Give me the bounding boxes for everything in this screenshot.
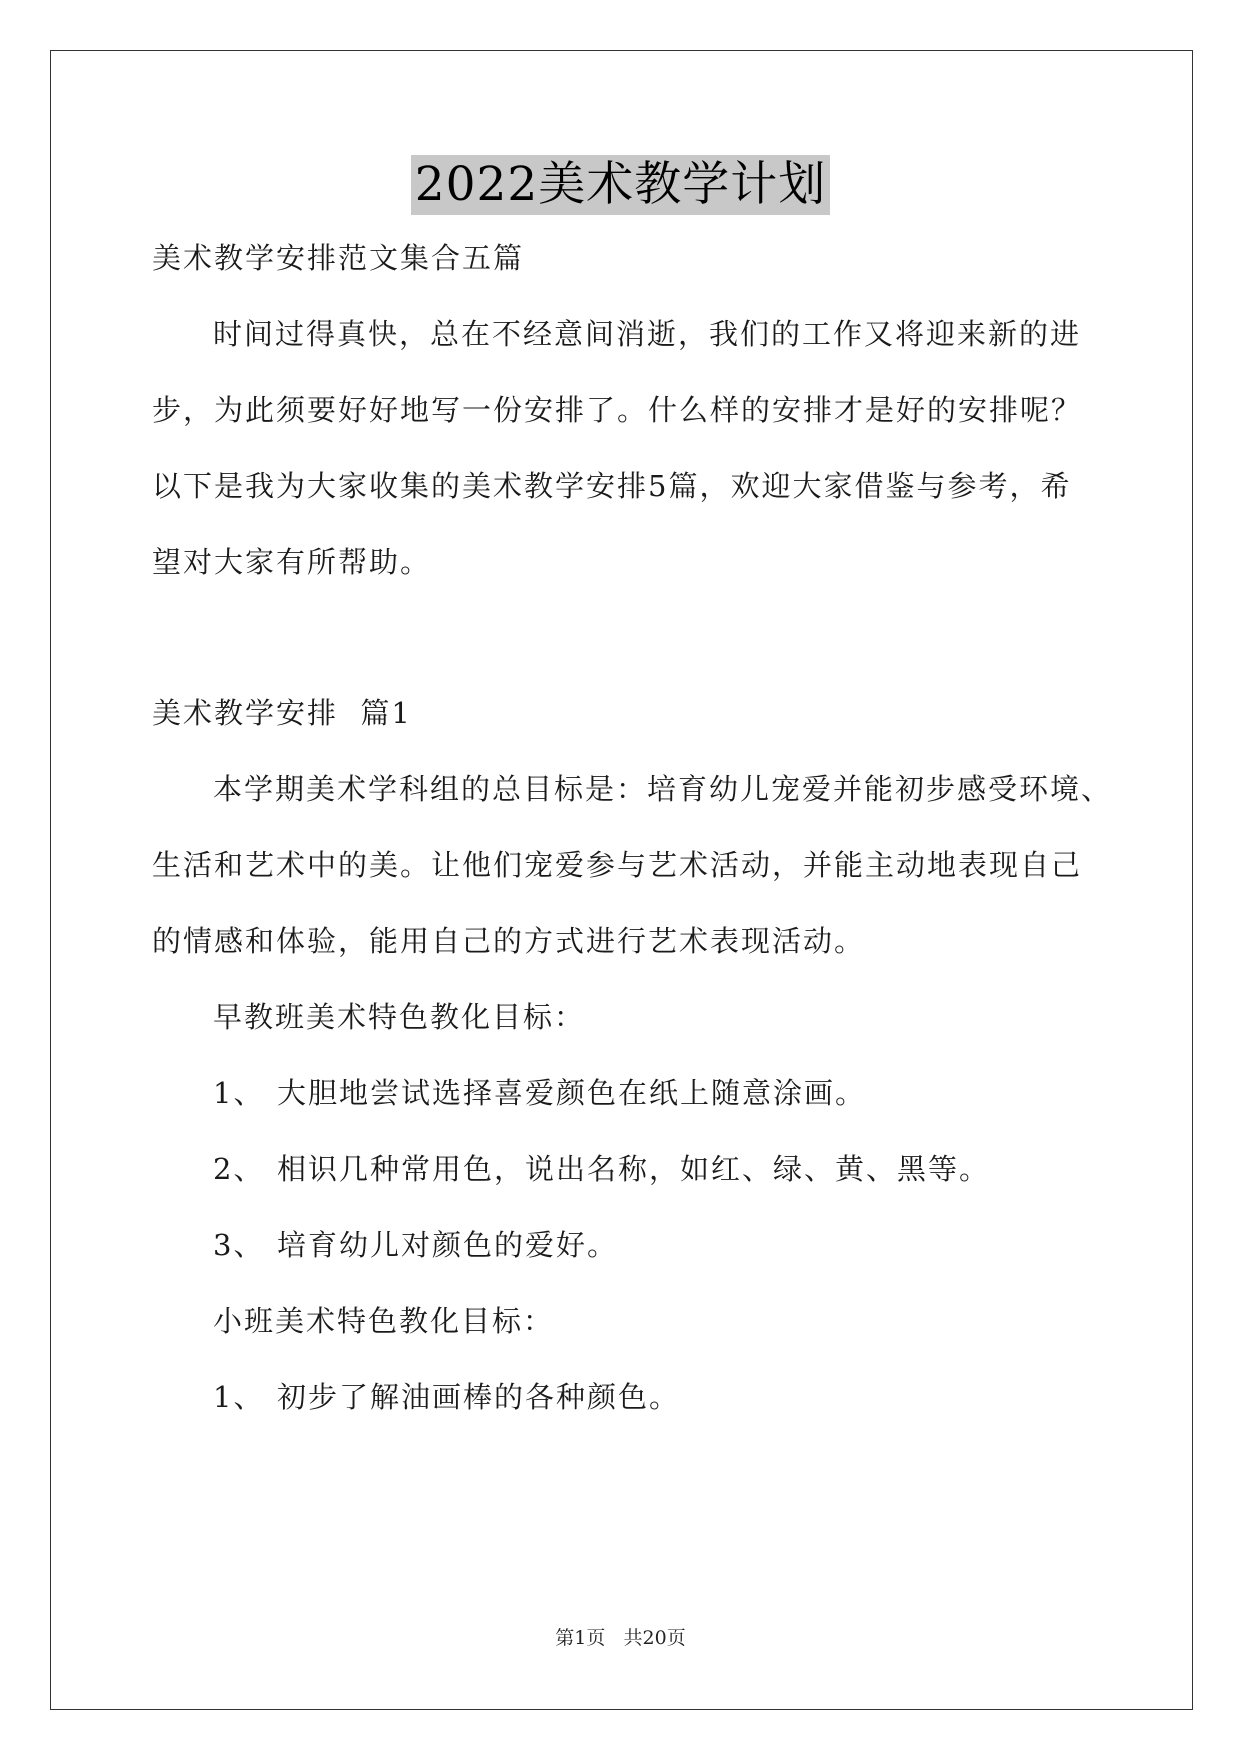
section-heading: 美术教学安排 篇1 xyxy=(152,696,412,730)
list-item-number: 1、 xyxy=(213,1380,265,1414)
section-line-3: 的情感和体验，能用自己的方式进行艺术表现活动。 xyxy=(152,924,866,958)
list-item-text: 培育幼儿对颜色的爱好。 xyxy=(277,1228,619,1262)
list-item xyxy=(213,1225,618,1265)
list-item-number: 2、 xyxy=(213,1152,265,1186)
early-class-heading: 早教班美术特色教化目标： xyxy=(213,1000,586,1034)
list-item-text: 初步了解油画棒的各种颜色。 xyxy=(277,1380,681,1414)
document-title: 2022美术教学计划 xyxy=(411,155,831,215)
intro-line-2: 步，为此须要好好地写一份安排了。什么样的安排才是好的安排呢？ xyxy=(152,393,1083,427)
page-number: 第1页 xyxy=(555,1627,606,1649)
small-class-heading: 小班美术特色教化目标： xyxy=(213,1304,555,1338)
list-item-number: 1、 xyxy=(213,1076,265,1110)
title-container xyxy=(0,155,1241,215)
section-line-2: 生活和艺术中的美。让他们宠爱参与艺术活动，并能主动地表现自己 xyxy=(152,848,1083,882)
document-subtitle: 美术教学安排范文集合五篇 xyxy=(152,241,525,275)
list-item xyxy=(213,1149,990,1189)
list-item-text: 大胆地尝试选择喜爱颜色在纸上随意涂画。 xyxy=(277,1076,867,1110)
intro-line-1: 时间过得真快，总在不经意间消逝，我们的工作又将迎来新的进 xyxy=(213,317,1082,351)
page-total: 共20页 xyxy=(623,1627,686,1649)
list-item-text: 相识几种常用色，说出名称，如红、绿、黄、黑等。 xyxy=(277,1152,991,1186)
list-item-number: 3、 xyxy=(213,1228,265,1262)
intro-line-4: 望对大家有所帮助。 xyxy=(152,545,432,579)
list-item xyxy=(213,1073,866,1113)
list-item xyxy=(213,1377,680,1417)
page-footer xyxy=(0,1625,1241,1651)
intro-line-3: 以下是我为大家收集的美术教学安排5篇，欢迎大家借鉴与参考，希 xyxy=(152,469,1072,503)
section-line-1: 本学期美术学科组的总目标是：培育幼儿宠爱并能初步感受环境、 xyxy=(213,772,1113,806)
